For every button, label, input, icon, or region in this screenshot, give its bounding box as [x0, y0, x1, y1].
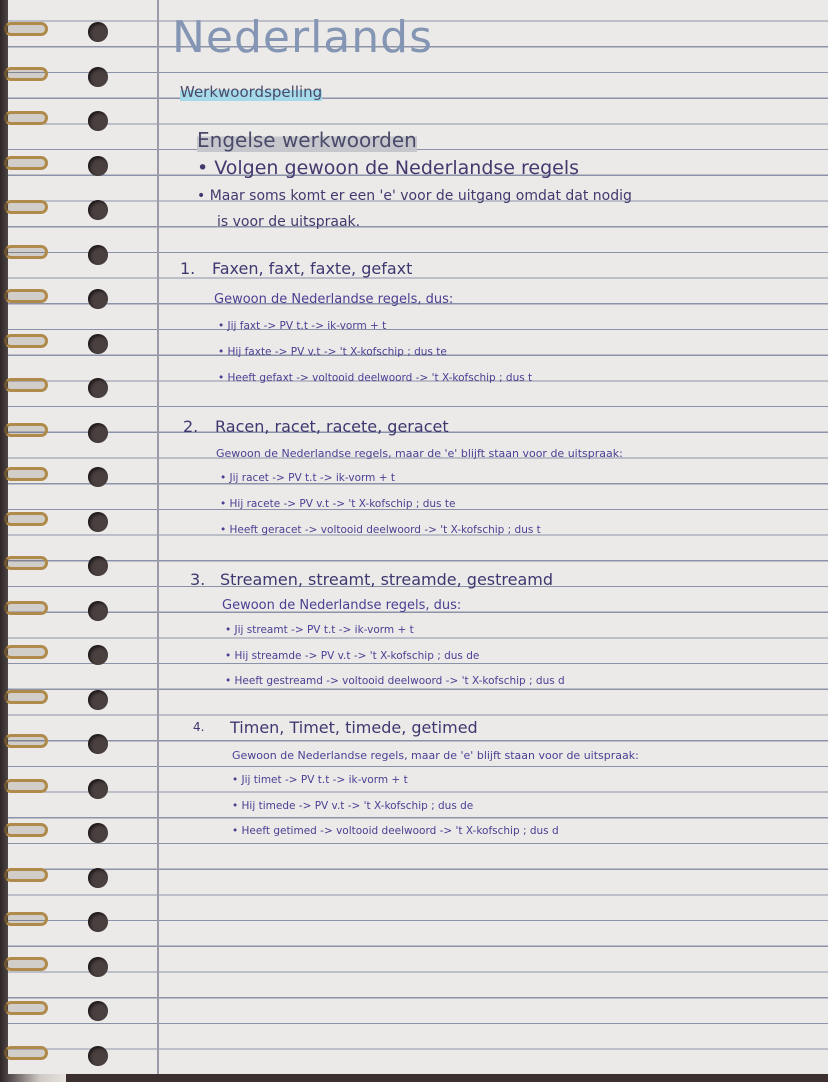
section-bullet: • Heeft gefaxt -> voltooid deelwoord -> 't X-kofschip ; dus t — [218, 372, 533, 384]
section-bullet: • Jij faxt -> PV t.t -> ik-vorm + t — [218, 320, 387, 332]
spiral-ring — [4, 67, 48, 81]
spiral-ring — [4, 734, 48, 748]
spiral-ring — [4, 200, 48, 214]
spiral-ring — [4, 1046, 48, 1060]
spiral-ring — [4, 823, 48, 837]
section-rule: Gewoon de Nederlandse regels, dus: — [222, 598, 462, 613]
section-number: 4. — [193, 720, 205, 734]
punch-hole — [88, 645, 108, 665]
intro-heading: Engelse werkwoorden — [197, 128, 417, 152]
spiral-ring — [4, 334, 48, 348]
punch-hole — [88, 690, 108, 710]
spiral-ring — [4, 690, 48, 704]
punch-hole — [88, 601, 108, 621]
section-bullet: • Hij timede -> PV v.t -> 't X-kofschip ; dus de — [232, 800, 474, 812]
punch-hole — [88, 512, 108, 532]
section-number: 1. — [180, 259, 196, 278]
intro-bullet-cont: is voor de uitspraak. — [217, 214, 361, 230]
spiral-ring — [4, 156, 48, 170]
spiral-ring — [4, 601, 48, 615]
punch-hole — [88, 823, 108, 843]
punch-hole — [88, 868, 108, 888]
spiral-ring — [4, 467, 48, 481]
section-heading: Faxen, faxt, faxte, gefaxt — [212, 259, 413, 278]
punch-hole — [88, 156, 108, 176]
margin-line — [157, 0, 159, 1074]
spiral-ring — [4, 245, 48, 259]
section-bullet: • Heeft gestreamd -> voltooid deelwoord -> 't X-kofschip ; dus d — [225, 675, 565, 687]
intro-bullet: • Maar soms komt er een 'e' voor de uitgang omdat dat nodig — [197, 188, 632, 204]
section-bullet: • Hij faxte -> PV v.t -> 't X-kofschip ; dus te — [218, 346, 447, 358]
section-rule: Gewoon de Nederlandse regels, maar de 'e' blijft staan voor de uitspraak: — [232, 749, 639, 762]
section-number: 3. — [190, 570, 206, 589]
spiral-ring — [4, 289, 48, 303]
section-bullet: • Hij streamde -> PV v.t -> 't X-kofschip ; dus de — [225, 650, 480, 662]
punch-hole — [88, 334, 108, 354]
punch-hole — [88, 67, 108, 87]
section-rule: Gewoon de Nederlandse regels, dus: — [214, 292, 454, 307]
spiral-ring — [4, 1001, 48, 1015]
punch-hole — [88, 200, 108, 220]
spiral-ring — [4, 22, 48, 36]
spiral-ring — [4, 378, 48, 392]
punch-hole — [88, 1001, 108, 1021]
punch-hole — [88, 1046, 108, 1066]
intro-bullet: • Volgen gewoon de Nederlandse regels — [197, 157, 580, 179]
spiral-ring — [4, 957, 48, 971]
section-bullet: • Jij timet -> PV t.t -> ik-vorm + t — [232, 774, 408, 786]
section-heading: Racen, racet, racete, geracet — [215, 417, 449, 436]
subtitle: Werkwoordspelling — [180, 83, 323, 101]
section-rule: Gewoon de Nederlandse regels, maar de 'e' blijft staan voor de uitspraak: — [216, 447, 623, 460]
spiral-ring — [4, 512, 48, 526]
spiral-ring — [4, 111, 48, 125]
spiral-ring — [4, 423, 48, 437]
section-number: 2. — [183, 417, 199, 436]
section-heading: Streamen, streamt, streamde, gestreamd — [220, 570, 554, 589]
section-bullet: • Heeft geracet -> voltooid deelwoord -> 't X-kofschip ; dus t — [220, 524, 541, 536]
punch-hole — [88, 245, 108, 265]
spiral-ring — [4, 868, 48, 882]
punch-hole — [88, 289, 108, 309]
section-heading: Timen, Timet, timede, getimed — [230, 718, 478, 737]
section-bullet: • Jij racet -> PV t.t -> ik-vorm + t — [220, 472, 395, 484]
spiral-ring — [4, 779, 48, 793]
punch-hole — [88, 734, 108, 754]
spiral-ring — [4, 912, 48, 926]
punch-hole — [88, 22, 108, 42]
punch-hole — [88, 779, 108, 799]
punch-hole — [88, 556, 108, 576]
section-bullet: • Heeft getimed -> voltooid deelwoord -> 't X-kofschip ; dus d — [232, 825, 559, 837]
page-title: Nederlands — [172, 12, 434, 63]
punch-hole — [88, 423, 108, 443]
punch-hole — [88, 912, 108, 932]
punch-hole — [88, 378, 108, 398]
spiral-ring — [4, 556, 48, 570]
section-bullet: • Hij racete -> PV v.t -> 't X-kofschip ; dus te — [220, 498, 456, 510]
punch-hole — [88, 467, 108, 487]
section-bullet: • Jij streamt -> PV t.t -> ik-vorm + t — [225, 624, 414, 636]
punch-hole — [88, 957, 108, 977]
punch-hole — [88, 111, 108, 131]
spiral-ring — [4, 645, 48, 659]
